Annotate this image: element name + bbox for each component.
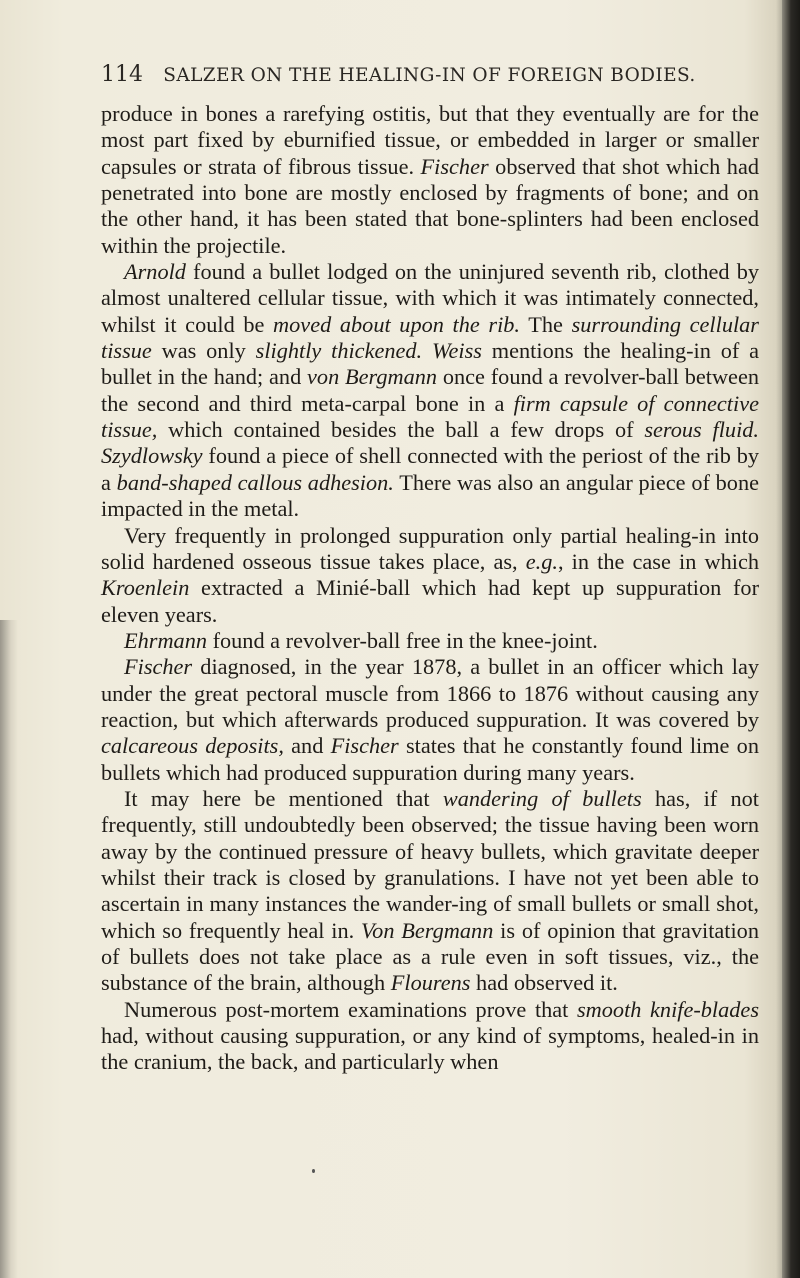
text-run: which contained besides the ball a few drops of <box>157 417 645 443</box>
italic-text: calcareous deposits, <box>101 733 284 759</box>
page-edge-shadow <box>0 620 18 1278</box>
paragraph <box>101 628 759 654</box>
text-run <box>422 338 432 363</box>
italic-text: band-shaped callous adhesion. <box>116 469 394 495</box>
italic-text: firm capsule of connective tissue, <box>101 390 759 443</box>
body-text <box>101 101 759 1076</box>
italic-text: Ehrmann <box>124 627 207 653</box>
text-run: diagnosed, in the year 1878, a bullet in an officer which lay under the great pectoral muscle from 1866 to 1876 without causing any reaction, but which afterwards produced suppuration. It was covered by <box>101 654 759 732</box>
italic-text: Flourens <box>390 970 471 996</box>
italic-text: Fischer <box>330 733 399 759</box>
italic-text: smooth knife-blades <box>577 996 760 1022</box>
running-header <box>101 62 761 87</box>
text-run: found a piece of shell connected with the periost of the rib by a <box>101 443 759 495</box>
text-run: produce in bones a rarefying ostitis, but that they eventually are for the most part fixed by eburnified tissue, or embedded in larger or smaller capsules or strata of fibrous tissue. <box>101 101 759 179</box>
italic-text: serous fluid. <box>644 417 759 443</box>
italic-text: Kroenlein <box>101 575 190 601</box>
paragraph <box>101 997 759 1076</box>
italic-text: Fischer <box>420 153 489 179</box>
paragraph <box>101 101 759 259</box>
text-run: had, without causing suppuration, or any kind of symptoms, healed-in in the cranium, the back, and particularly when <box>101 1023 759 1075</box>
text-run: mentions the healing-in of a bullet in the hand; and <box>101 338 760 390</box>
italic-text: Von Bergmann <box>361 917 494 943</box>
text-run: found a revolver-ball free in the knee-joint. <box>207 627 598 653</box>
italic-text: wandering of bullets <box>442 785 642 811</box>
book-spine <box>782 0 800 1278</box>
paragraph <box>101 786 759 997</box>
text-run: states that he constantly found lime on bullets which had produced suppuration during many years. <box>101 733 759 785</box>
italic-text: e.g. <box>525 548 558 574</box>
text-run: observed that shot which had penetrated into bone are mostly enclosed by fragments of bone; and on the other hand, it has been stated that bone-splinters had been enclosed within the projectile. <box>101 153 759 258</box>
text-run: and <box>283 733 331 759</box>
ink-speck <box>312 1169 315 1173</box>
text-run: is of opinion that gravitation of bullets does not take place as a rule even in soft tissues, viz., the substance of the brain, although <box>101 917 759 996</box>
italic-text: moved about upon the rib. <box>273 311 521 337</box>
paragraph <box>101 259 759 522</box>
paragraph <box>101 523 759 628</box>
text-run: once found a revolver-ball between the second and third meta-carpal bone in a <box>101 364 759 416</box>
text-run: It may here be mentioned that <box>124 785 443 811</box>
text-run: has, if not frequently, still undoubtedly been observed; the tissue having been worn away by the continued pressure of heavy bullets, which gravitate deeper whilst their track is closed by granulations. I have not yet been able to ascertain in many instances the wander-ing of small bullets or small shot, which so frequently heal in. <box>101 785 759 943</box>
italic-text: Arnold <box>124 259 186 285</box>
text-run: There was also an angular piece of bone impacted in the metal. <box>101 469 759 522</box>
text-run: Very frequently in prolonged suppuration only partial healing-in into solid hardened osseous tissue takes place, as, <box>101 522 759 574</box>
italic-text: slightly thickened. <box>255 338 423 364</box>
text-run: The <box>520 311 572 337</box>
italic-text: von Bergmann <box>307 364 438 390</box>
italic-text: Weiss <box>431 338 482 364</box>
text-run: Numerous post-mortem examinations prove that <box>124 996 577 1022</box>
text-run: extracted a Minié-ball which had kept up suppuration for eleven years. <box>101 575 759 627</box>
running-title: SALZER ON THE HEALING-IN OF FOREIGN BODIES. <box>163 65 696 86</box>
page-number: 114 <box>101 62 143 87</box>
italic-text: surrounding cellular tissue <box>101 311 759 364</box>
italic-text: Fischer <box>124 654 193 680</box>
text-run: had observed it. <box>470 970 618 996</box>
paragraph <box>101 654 759 786</box>
text-run: , in the case in which <box>557 548 759 574</box>
text-run: found a bullet lodged on the uninjured seventh rib, clothed by almost unaltered cellular tissue, with which it was intimately connected, whilst it could be <box>101 259 759 337</box>
text-run: was only <box>151 338 256 364</box>
italic-text: Szydlowsky <box>101 443 203 469</box>
